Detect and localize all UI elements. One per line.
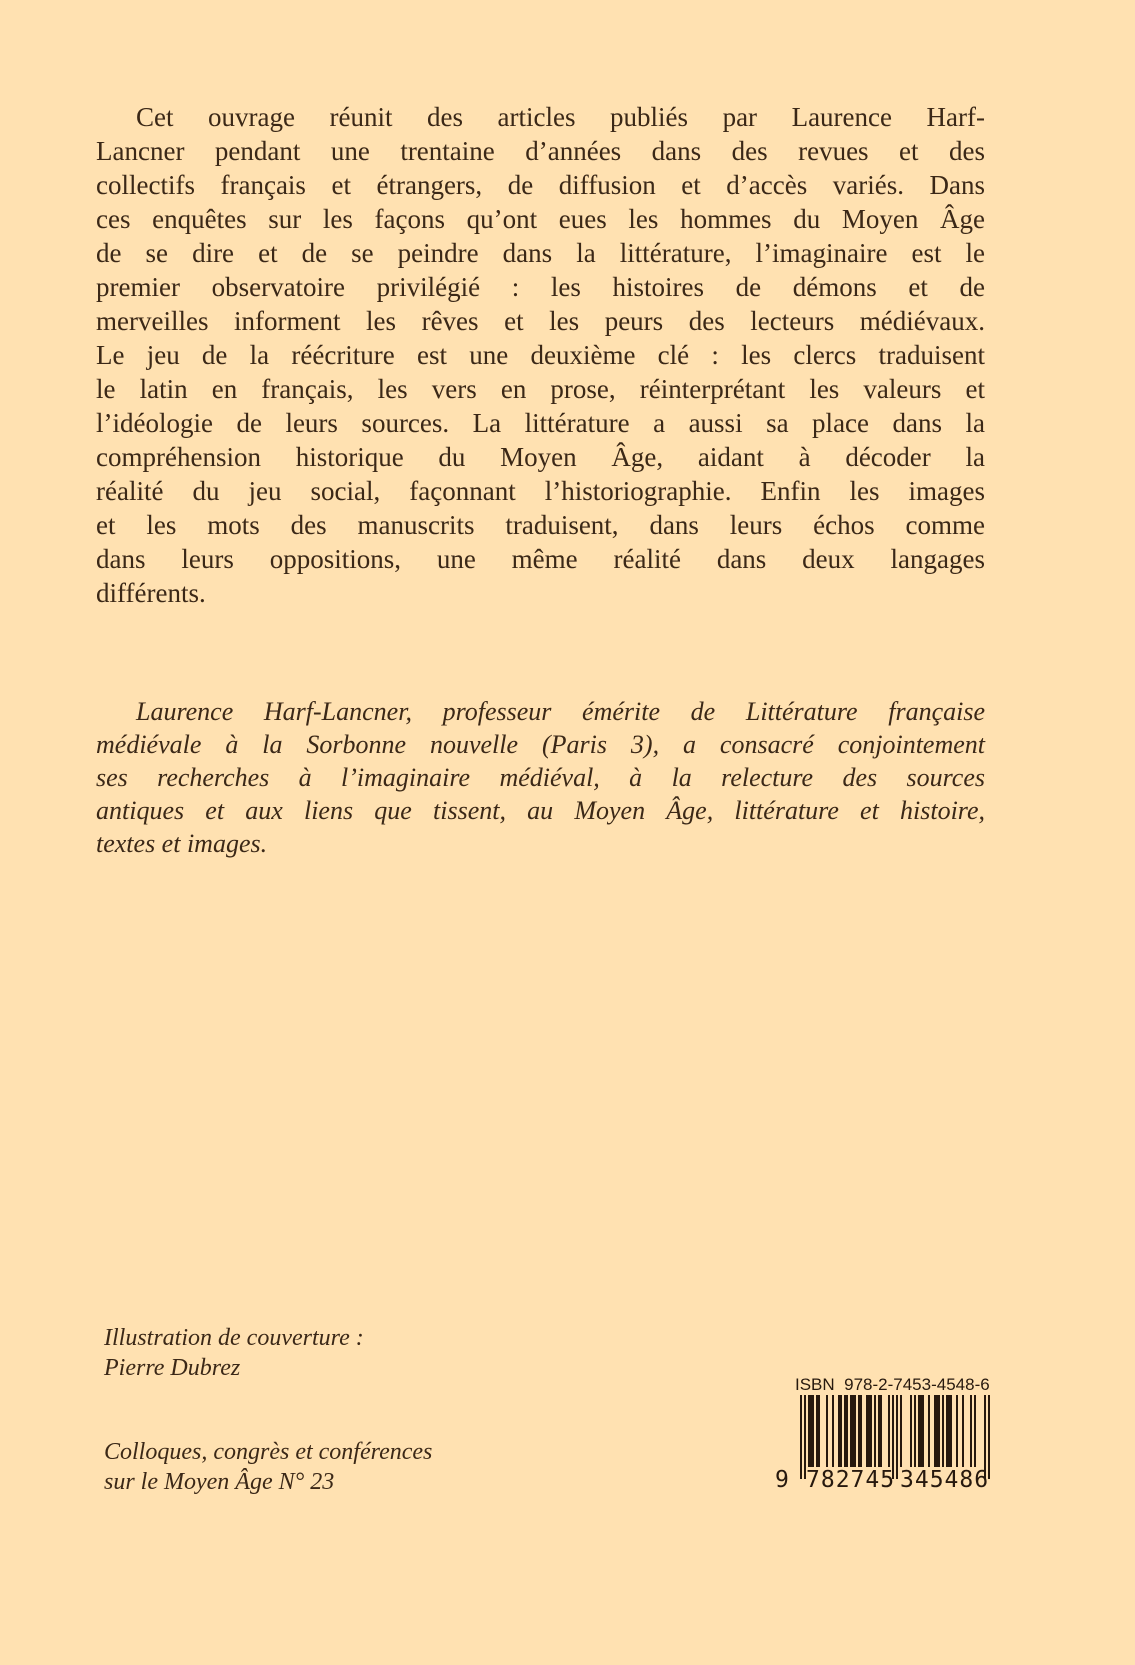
back-cover-blurb [96, 100, 985, 610]
cover-illustration-credit [104, 1323, 364, 1383]
series-volume: sur le Moyen Âge N° 23 [104, 1469, 335, 1495]
series-name: Colloques, congrès et conférences [104, 1439, 433, 1465]
text-line: de se dire et de se peindre dans la littérature, l’imaginaire est le [96, 238, 985, 268]
text-line: merveilles informent les rêves et les peurs des lecteurs médiévaux. [96, 306, 985, 336]
ean-left-group: 782745 [806, 1467, 896, 1493]
cover-credit-label: Illustration de couverture : [104, 1325, 364, 1351]
text-line: antiques et aux liens que tissent, au Moyen Âge, littérature et histoire, [96, 796, 985, 825]
isbn-barcode-block [775, 1376, 991, 1496]
ean-digits [775, 1466, 991, 1494]
cover-credit-artist: Pierre Dubrez [104, 1355, 241, 1381]
isbn-label: ISBN 978-2-7453-4548-6 [795, 1375, 990, 1394]
text-line: ses recherches à l’imaginaire médiéval, à la relecture des sources [96, 763, 985, 792]
text-line: Lancner pendant une trentaine d’années dans des revues et des [96, 136, 985, 166]
series-title [104, 1437, 432, 1497]
text-line: médiévale à la Sorbonne nouvelle (Paris 3), a consacré conjointement [96, 730, 985, 759]
ean-first-digit: 9 [775, 1467, 789, 1493]
text-line: l’idéologie de leurs sources. La littérature a aussi sa place dans la [96, 408, 985, 438]
text-line: ces enquêtes sur les façons qu’ont eues les hommes du Moyen Âge [96, 204, 985, 234]
text-line: compréhension historique du Moyen Âge, aidant à décoder la [96, 442, 985, 472]
text-line: Le jeu de la réécriture est une deuxième clé : les clercs traduisent [96, 340, 985, 370]
text-line: et les mots des manuscrits traduisent, dans leurs échos comme [96, 510, 985, 540]
text-line: textes et images. [96, 829, 268, 858]
text-line: dans leurs oppositions, une même réalité dans deux langages [96, 544, 985, 574]
text-line: différents. [96, 578, 206, 608]
text-line: Laurence Harf-Lancner, professeur émérite de Littérature française [136, 697, 985, 726]
text-line: premier observatoire privilégié : les histoires de démons et de [96, 272, 985, 302]
text-line: collectifs français et étrangers, de diffusion et d’accès variés. Dans [96, 170, 985, 200]
text-line: Cet ouvrage réunit des articles publiés par Laurence Harf- [136, 102, 985, 132]
text-line: réalité du jeu social, façonnant l’historiographie. Enfin les images [96, 476, 985, 506]
ean-right-group: 345486 [900, 1467, 990, 1493]
text-line: le latin en français, les vers en prose, réinterprétant les valeurs et [96, 374, 985, 404]
author-bio [96, 695, 985, 860]
